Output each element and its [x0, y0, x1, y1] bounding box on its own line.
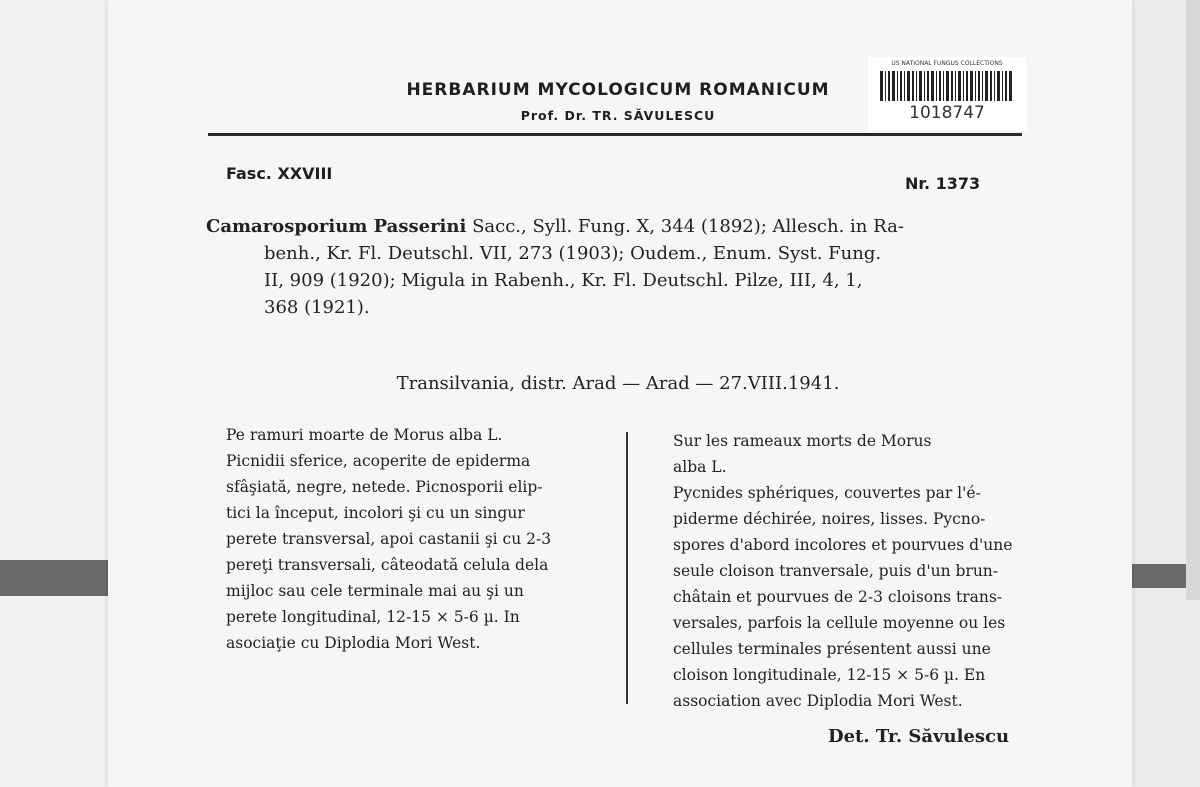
romanian-line: asociaţie cu Diplodia Mori West.	[226, 634, 481, 652]
french-line: châtain et pourvues de 2-3 cloisons trans-	[673, 588, 1003, 606]
specimen-number: Nr. 1373	[905, 174, 981, 193]
french-line: piderme déchirée, noires, lisses. Pycno-	[673, 510, 986, 528]
romanian-line: mijloc sau cele terminale mai au şi un	[226, 582, 524, 600]
barcode-icon	[880, 71, 1014, 101]
romanian-line: Pe ramuri moarte de Morus alba L.	[226, 426, 503, 444]
determiner: Det. Tr. Săvulescu	[828, 726, 1010, 747]
french-line: Pycnides sphériques, couvertes par l'é-	[673, 484, 981, 502]
taxon-name: Camarosporium Passerini	[206, 216, 467, 237]
french-line: association avec Diplodia Mori West.	[673, 692, 963, 710]
citation-line-4: 368 (1921).	[264, 297, 370, 318]
barcode-caption: US NATIONAL FUNGUS COLLECTIONS	[891, 60, 1003, 67]
taxon-citation	[206, 213, 1026, 321]
mounting-strip-left	[0, 560, 110, 596]
citation-line-2: benh., Kr. Fl. Deutschl. VII, 273 (1903); Oudem., Enum. Syst. Fung.	[264, 243, 882, 264]
french-line: versales, parfois la cellule moyenne ou les	[673, 614, 1006, 632]
column-divider	[626, 432, 628, 704]
collection-locality: Transilvania, distr. Arad — Arad — 27.VIII.1941.	[396, 373, 840, 394]
herbarium-label	[108, 0, 1132, 787]
herbarium-title: HERBARIUM MYCOLOGICUM ROMANICUM	[406, 80, 830, 100]
barcode-sticker	[868, 57, 1026, 131]
header-rule	[208, 133, 1022, 136]
french-line: cellules terminales présentent aussi une	[673, 640, 991, 658]
romanian-description	[226, 422, 606, 656]
romanian-line: Picnidii sferice, acoperite de epiderma	[226, 452, 531, 470]
romanian-line: perete transversal, apoi castanii şi cu 2-3	[226, 530, 552, 548]
citation-line-3: II, 909 (1920); Migula in Rabenh., Kr. Fl. Deutschl. Pilze, III, 4, 1,	[264, 270, 863, 291]
background-edge	[1186, 0, 1200, 600]
french-line: seule cloison tranversale, puis d'un brun-	[673, 562, 999, 580]
french-line: Sur les rameaux morts de Morus	[673, 432, 932, 450]
french-line: spores d'abord incolores et pourvues d'une	[673, 536, 1013, 554]
herbarium-subtitle: Prof. Dr. TR. SĂVULESCU	[520, 108, 716, 123]
barcode-number: 1018747	[909, 103, 985, 123]
romanian-line: perete longitudinal, 12-15 × 5-6 µ. In	[226, 608, 520, 626]
citation-line-1	[206, 213, 1026, 240]
romanian-line: pereţi transversali, câteodată celula dela	[226, 556, 549, 574]
citation-text: Sacc., Syll. Fung. X, 344 (1892); Allesch. in Ra-	[472, 216, 904, 237]
french-description	[673, 428, 1063, 714]
romanian-line: tici la început, incolori şi cu un singur	[226, 504, 525, 522]
background-sheet	[0, 0, 110, 787]
fascicle-label: Fasc. XXVIII	[226, 164, 333, 183]
french-line: cloison longitudinale, 12-15 × 5-6 µ. En	[673, 666, 986, 684]
romanian-line: sfâşiată, negre, netede. Picnosporii elip-	[226, 478, 543, 496]
french-line: alba L.	[673, 458, 727, 476]
